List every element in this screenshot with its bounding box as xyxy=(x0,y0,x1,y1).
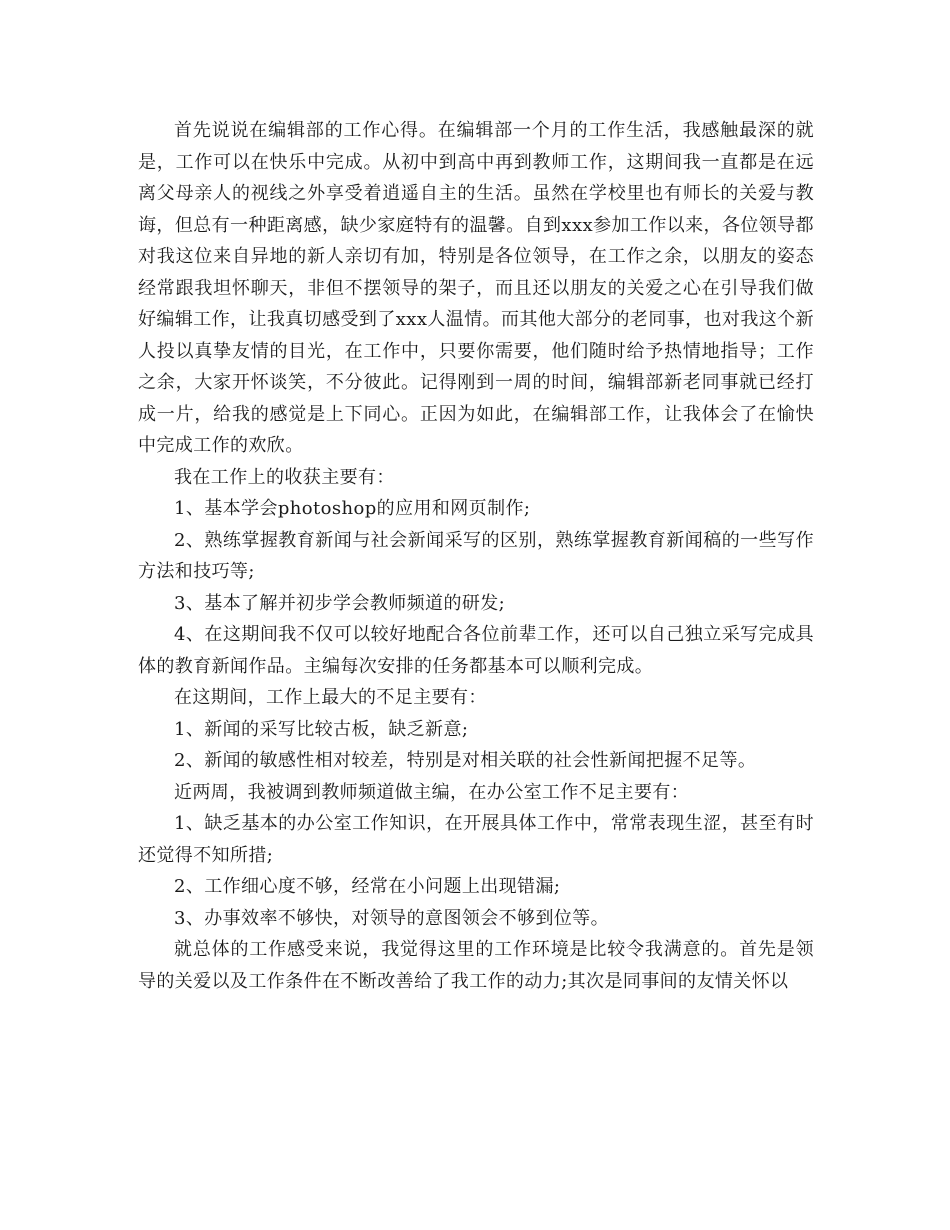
list-item-office-1: 1、缺乏基本的办公室工作知识，在开展具体工作中，常常表现生涩，甚至有时还觉得不知所措; xyxy=(138,813,814,866)
list-item-gain-1: 1、基本学会photoshop的应用和网页制作; xyxy=(174,498,531,519)
list-item-gain-4: 4、在这期间我不仅可以较好地配合各位前辈工作，还可以自己独立采写完成具体的教育新闻作品。主编每次安排的任务都基本可以顺利完成。 xyxy=(138,624,814,677)
list-item-gain-2: 2、熟练掌握教育新闻与社会新闻采写的区别，熟练掌握教育新闻稿的一些写作方法和技巧等; xyxy=(138,529,814,582)
paragraph-editorial-experience: 首先说说在编辑部的工作心得。在编辑部一个月的工作生活，我感触最深的就是，工作可以在快乐中完成。从初中到高中再到教师工作，这期间我一直都是在远离父母亲人的视线之外享受着逍遥自主的生活。虽然在学校里也有师长的关爱与教诲，但总有一种距离感，缺少家庭特有的温馨。自到xxx参加工作以来，各位领导都对我这位来自异地的新人亲切有加，特别是各位领导，在工作之余，以朋友的姿态经常跟我坦怀聊天，非但不摆领导的架子，而且还以朋友的关爱之心在引导我们做好编辑工作，让我真切感受到了xxx人温情。而其他大部分的老同事，也对我这个新人投以真挚友情的目光，在工作中，只要你需要，他们随时给予热情地指导；工作之余，大家开怀谈笑，不分彼此。记得刚到一周的时间，编辑部新老同事就已经打成一片，给我的感觉是上下同心。正因为如此，在编辑部工作，让我体会了在愉快中完成工作的欢欣。 xyxy=(138,120,814,456)
paragraph-office-heading: 近两周，我被调到教师频道做主编，在办公室工作不足主要有： xyxy=(174,781,690,803)
list-item-shortcoming-2: 2、新闻的敏感性相对较差，特别是对相关联的社会性新闻把握不足等。 xyxy=(174,750,757,771)
list-item-gain-3: 3、基本了解并初步学会教师频道的研发; xyxy=(174,592,506,614)
list-item-shortcoming-1: 1、新闻的采写比较古板，缺乏新意; xyxy=(174,718,469,740)
paragraph-shortcomings-heading: 在这期间，工作上最大的不足主要有： xyxy=(174,687,487,708)
list-item-office-2: 2、工作细心度不够，经常在小问题上出现错漏; xyxy=(174,876,561,897)
paragraph-overall-feeling: 就总体的工作感受来说，我觉得这里的工作环境是比较令我满意的。首先是领导的关爱以及工作条件在不断改善给了我工作的动力;其次是同事间的友情关怀以 xyxy=(138,939,814,992)
document-body xyxy=(138,115,814,997)
paragraph-gains-heading: 我在工作上的收获主要有： xyxy=(174,466,395,488)
list-item-office-3: 3、办事效率不够快，对领导的意图领会不够到位等。 xyxy=(174,907,610,929)
